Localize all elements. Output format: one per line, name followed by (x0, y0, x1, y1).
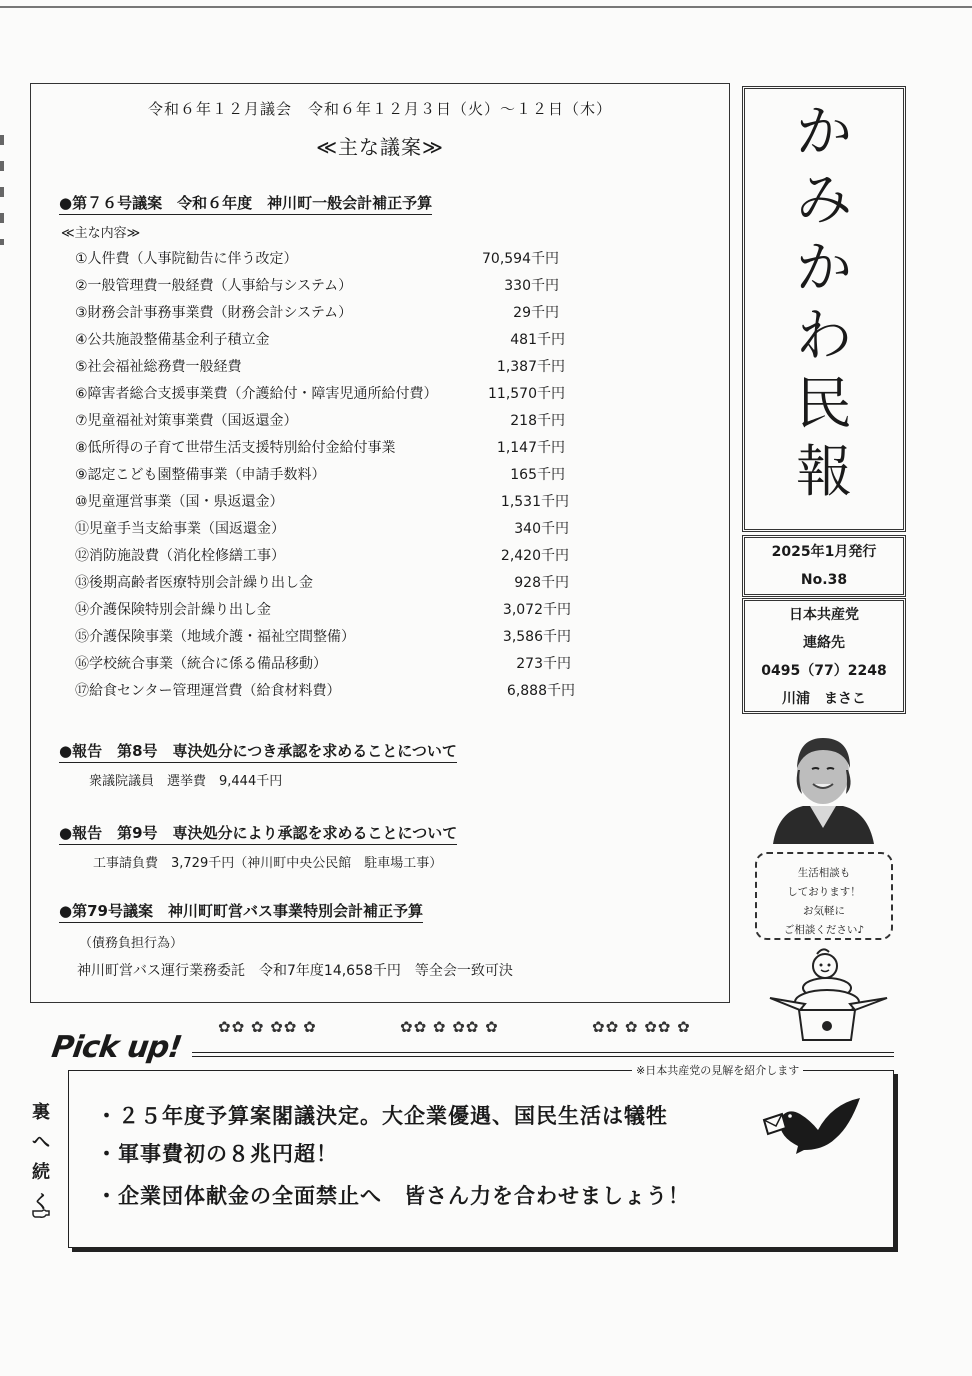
person-name: 川浦 まさこ (782, 691, 866, 707)
item-amount: 2,420千円 (500, 548, 569, 564)
item-amount: 218千円 (510, 413, 565, 429)
top-rule (0, 6, 972, 8)
ornament-row: ✿✿ ✿ ✿✿ ✿ (400, 1018, 499, 1036)
issue-date: 2025年1月発行 (771, 544, 877, 560)
dove-icon (760, 1092, 868, 1158)
item-amount: 340千円 (514, 521, 569, 537)
bill79-line2: 神川町営バス運行業務委託 令和7年度14,658千円 等全会一致可決 (77, 963, 513, 979)
item-amount: 3,072千円 (502, 602, 571, 618)
item-name: ①人件費（人事院勧告に伴う改定） (75, 251, 298, 267)
list-item (75, 595, 615, 622)
item-amount: 481千円 (510, 332, 565, 348)
bubble-line: しております！ (787, 886, 861, 898)
item-name: ⑫消防施設費（消化栓修繕工事） (75, 548, 285, 564)
bubble-line: お気軽に (803, 905, 845, 917)
pointing-hand-icon (32, 1206, 50, 1220)
item-amount: 928千円 (514, 575, 569, 591)
item-name: ⑰給食センター管理運営費（給食材料費） (75, 683, 341, 699)
vertical-char: 裏 (32, 1102, 50, 1123)
org-name: 日本共産党 (789, 607, 859, 623)
report9-detail: 工事請負費 3,729千円（神川町中央公民館 駐車場工事） (93, 856, 443, 871)
portrait-photo (768, 724, 878, 844)
ornament-row: ✿✿ ✿ ✿✿ ✿ (592, 1018, 691, 1036)
title-char: わ (796, 304, 852, 369)
bubble-line: 生活相談も (797, 867, 851, 879)
title-char: 報 (796, 440, 852, 505)
pickup-logo: Pick up! (49, 1030, 184, 1065)
list-item (75, 541, 615, 568)
report9-heading: ●報告 第9号 専決処分により承認を求めることについて (59, 822, 457, 845)
list-item (75, 298, 615, 325)
title-char: 民 (796, 372, 852, 437)
item-amount: 273千円 (516, 656, 571, 672)
item-name: ②一般管理費一般経費（人事給与システム） (75, 278, 353, 294)
vertical-char: へ (32, 1132, 50, 1153)
item-amount: 1,147千円 (496, 440, 565, 456)
item-amount: 1,387千円 (496, 359, 565, 375)
continued-vertical-text (30, 1098, 52, 1218)
agenda-box (30, 83, 730, 1003)
contact-label: 連絡先 (803, 635, 845, 651)
budget-item-list (75, 244, 615, 703)
list-item (75, 460, 615, 487)
issue-box (742, 535, 906, 597)
item-amount: 70,594千円 (482, 251, 559, 267)
session-dates: 令和６年１２月議会 令和６年１２月３日（火）～１２日（木） (147, 100, 612, 118)
list-item (75, 433, 615, 460)
list-item (75, 379, 615, 406)
item-name: ⑧低所得の子育て世帯生活支援特別給付金給付事業 (75, 440, 396, 456)
item-amount: 3,586千円 (502, 629, 571, 645)
item-amount: 29千円 (513, 305, 559, 321)
list-item (75, 676, 615, 703)
title-char: か (796, 236, 852, 301)
item-amount: 1,531千円 (500, 494, 569, 510)
ornament-row: ✿✿ ✿ ✿✿ ✿ (218, 1018, 317, 1036)
masthead (742, 86, 906, 532)
vertical-char: 続 (32, 1162, 50, 1183)
consultation-bubble (755, 852, 893, 940)
item-name: ③財務会計事務事業費（財務会計システム） (75, 305, 353, 321)
list-item (75, 271, 615, 298)
list-item (75, 244, 615, 271)
bubble-line: ご相談ください♪ (783, 924, 865, 936)
item-name: ⑭介護保険特別会計繰り出し金 (75, 602, 271, 618)
list-item (75, 487, 615, 514)
item-name: ⑯学校統合事業（統合に係る備品移動） (75, 656, 327, 672)
punch-marks (0, 135, 4, 245)
budget-heading: ●第７６号議案 令和６年度 神川町一般会計補正予算 (59, 192, 432, 215)
report8-detail: 衆議院議員 選挙費 9,444千円 (89, 774, 283, 789)
item-name: ⑩児童運営事業（国・県返還金） (75, 494, 284, 510)
item-amount: 11,570千円 (488, 386, 565, 402)
item-name: ⑬後期高齢者医療特別会計繰り出し金 (75, 575, 313, 591)
masthead-title (745, 99, 903, 507)
list-item (75, 514, 615, 541)
pickup-rule (192, 1052, 894, 1057)
title-char: か (796, 100, 852, 165)
list-item (75, 622, 615, 649)
item-name: ⑦児童福祉対策事業費（国返還金） (75, 413, 298, 429)
pickup-bullet: ・軍事費初の８兆円超！ (96, 1142, 338, 1166)
list-item (75, 406, 615, 433)
issue-number: No.38 (800, 572, 848, 588)
report8-heading: ●報告 第8号 専決処分につき承認を求めることについて (59, 740, 457, 763)
item-name: ⑮介護保険事業（地域介護・福祉空間整備） (75, 629, 355, 645)
item-amount: 6,888千円 (506, 683, 575, 699)
item-amount: 165千円 (510, 467, 565, 483)
item-name: ⑪児童手当支給事業（国返還金） (75, 521, 285, 537)
list-item (75, 325, 615, 352)
content-label: ≪主な内容≫ (61, 226, 141, 241)
list-item (75, 352, 615, 379)
title-char: み (796, 168, 852, 233)
pickup-bullet: ・２５年度予算案閣議決定。大企業優遇、国民生活は犠牲 (96, 1104, 668, 1128)
vertical-char: く (32, 1192, 50, 1213)
item-amount: 330千円 (504, 278, 559, 294)
bill79-line1: （債務負担行為） (79, 936, 184, 951)
contact-box (742, 598, 906, 714)
item-name: ⑤社会福祉総務費一般経費 (75, 359, 242, 375)
item-name: ⑨認定こども園整備事業（申請手数料） (75, 467, 326, 483)
bill79-heading: ●第79号議案 神川町町営バス事業特別会計補正予算 (59, 900, 423, 923)
list-item (75, 568, 615, 595)
section-subtitle: ≪主な議案≫ (316, 135, 444, 159)
item-name: ④公共施設整備基金利子積立金 (75, 332, 270, 348)
pickup-bullet: ・企業団体献金の全面禁止へ 皆さん力を合わせましょう！ (96, 1184, 690, 1208)
list-item (75, 649, 615, 676)
pickup-note: ※日本共産党の見解を紹介します (632, 1062, 803, 1078)
item-name: ⑥障害者総合支援事業費（介護給付・障害児通所給付費） (75, 386, 438, 402)
kagami-mochi-icon (765, 946, 895, 1046)
phone-number: 0495（77）2248 (761, 663, 887, 679)
